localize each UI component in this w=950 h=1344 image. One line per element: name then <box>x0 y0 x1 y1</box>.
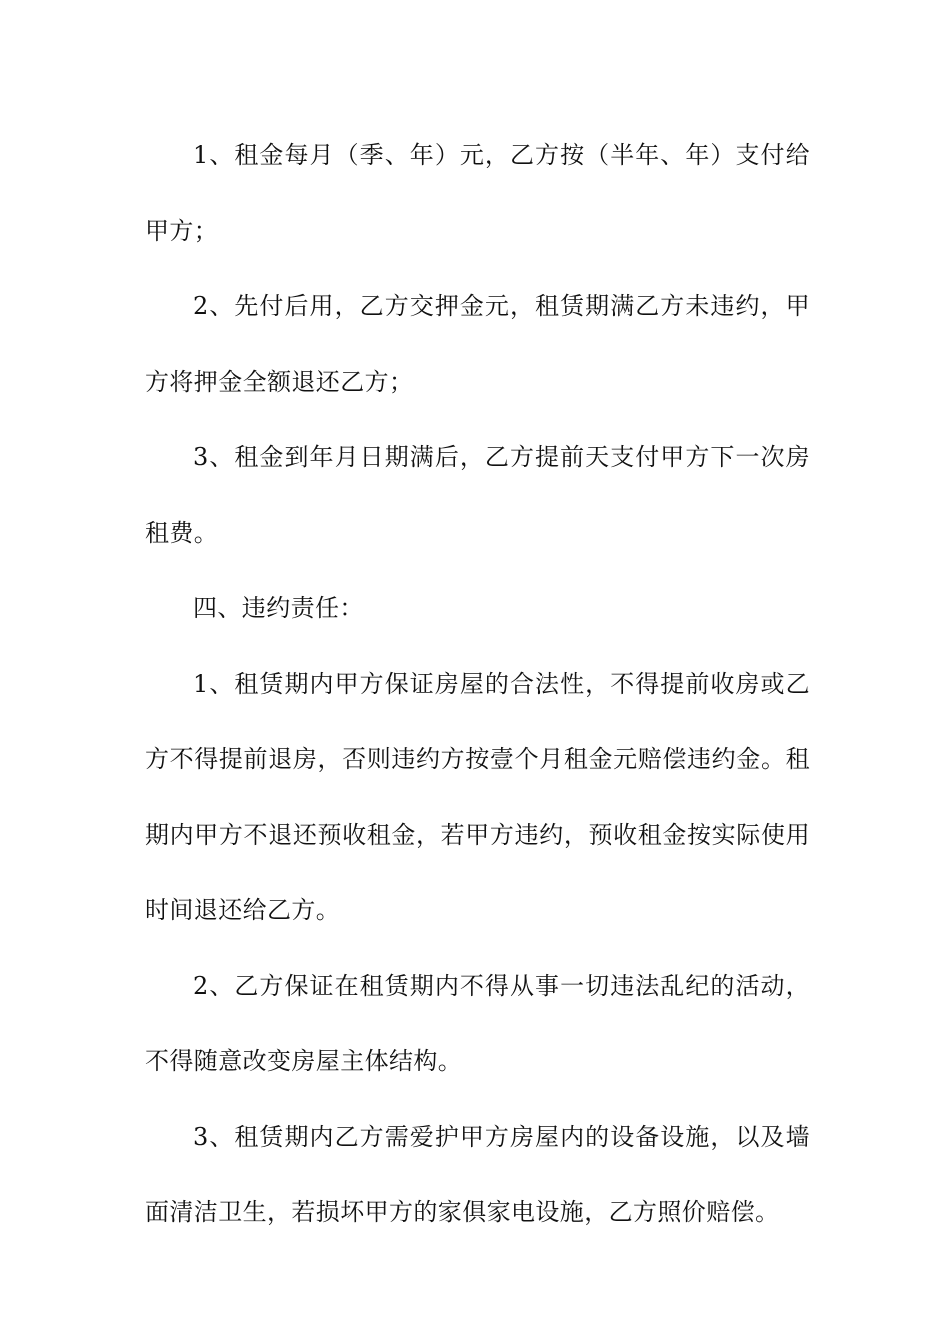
paragraph-rent-due: 3、租金到年月日期满后，乙方提前天支付甲方下一次房租费。 <box>145 443 810 547</box>
paragraph-equipment-care: 3、租赁期内乙方需爱护甲方房屋内的设备设施，以及墙面清洁卫生，若损坏甲方的家俱家电设施，乙方照价赔偿。 <box>145 1122 810 1226</box>
paragraph-rent-payment: 1、租金每月（季、年）元，乙方按（半年、年）支付给甲方； <box>145 141 810 245</box>
paragraph-lease-legality: 1、租赁期内甲方保证房屋的合法性，不得提前收房或乙方不得提前退房，否则违约方按壹个月租金元赔偿违约金。租期内甲方不退还预收租金，若甲方违约，预收租金按实际使用时间退还给乙方。 <box>145 669 810 924</box>
paragraph-deposit: 2、先付后用，乙方交押金元，租赁期满乙方未违约，甲方将押金全额退还乙方； <box>145 292 810 396</box>
section-heading-breach-liability: 四、违约责任： <box>193 594 364 622</box>
paragraph-lawful-use: 2、乙方保证在租赁期内不得从事一切违法乱纪的活动，不得随意改变房屋主体结构。 <box>145 971 810 1075</box>
document-body <box>145 118 810 1251</box>
